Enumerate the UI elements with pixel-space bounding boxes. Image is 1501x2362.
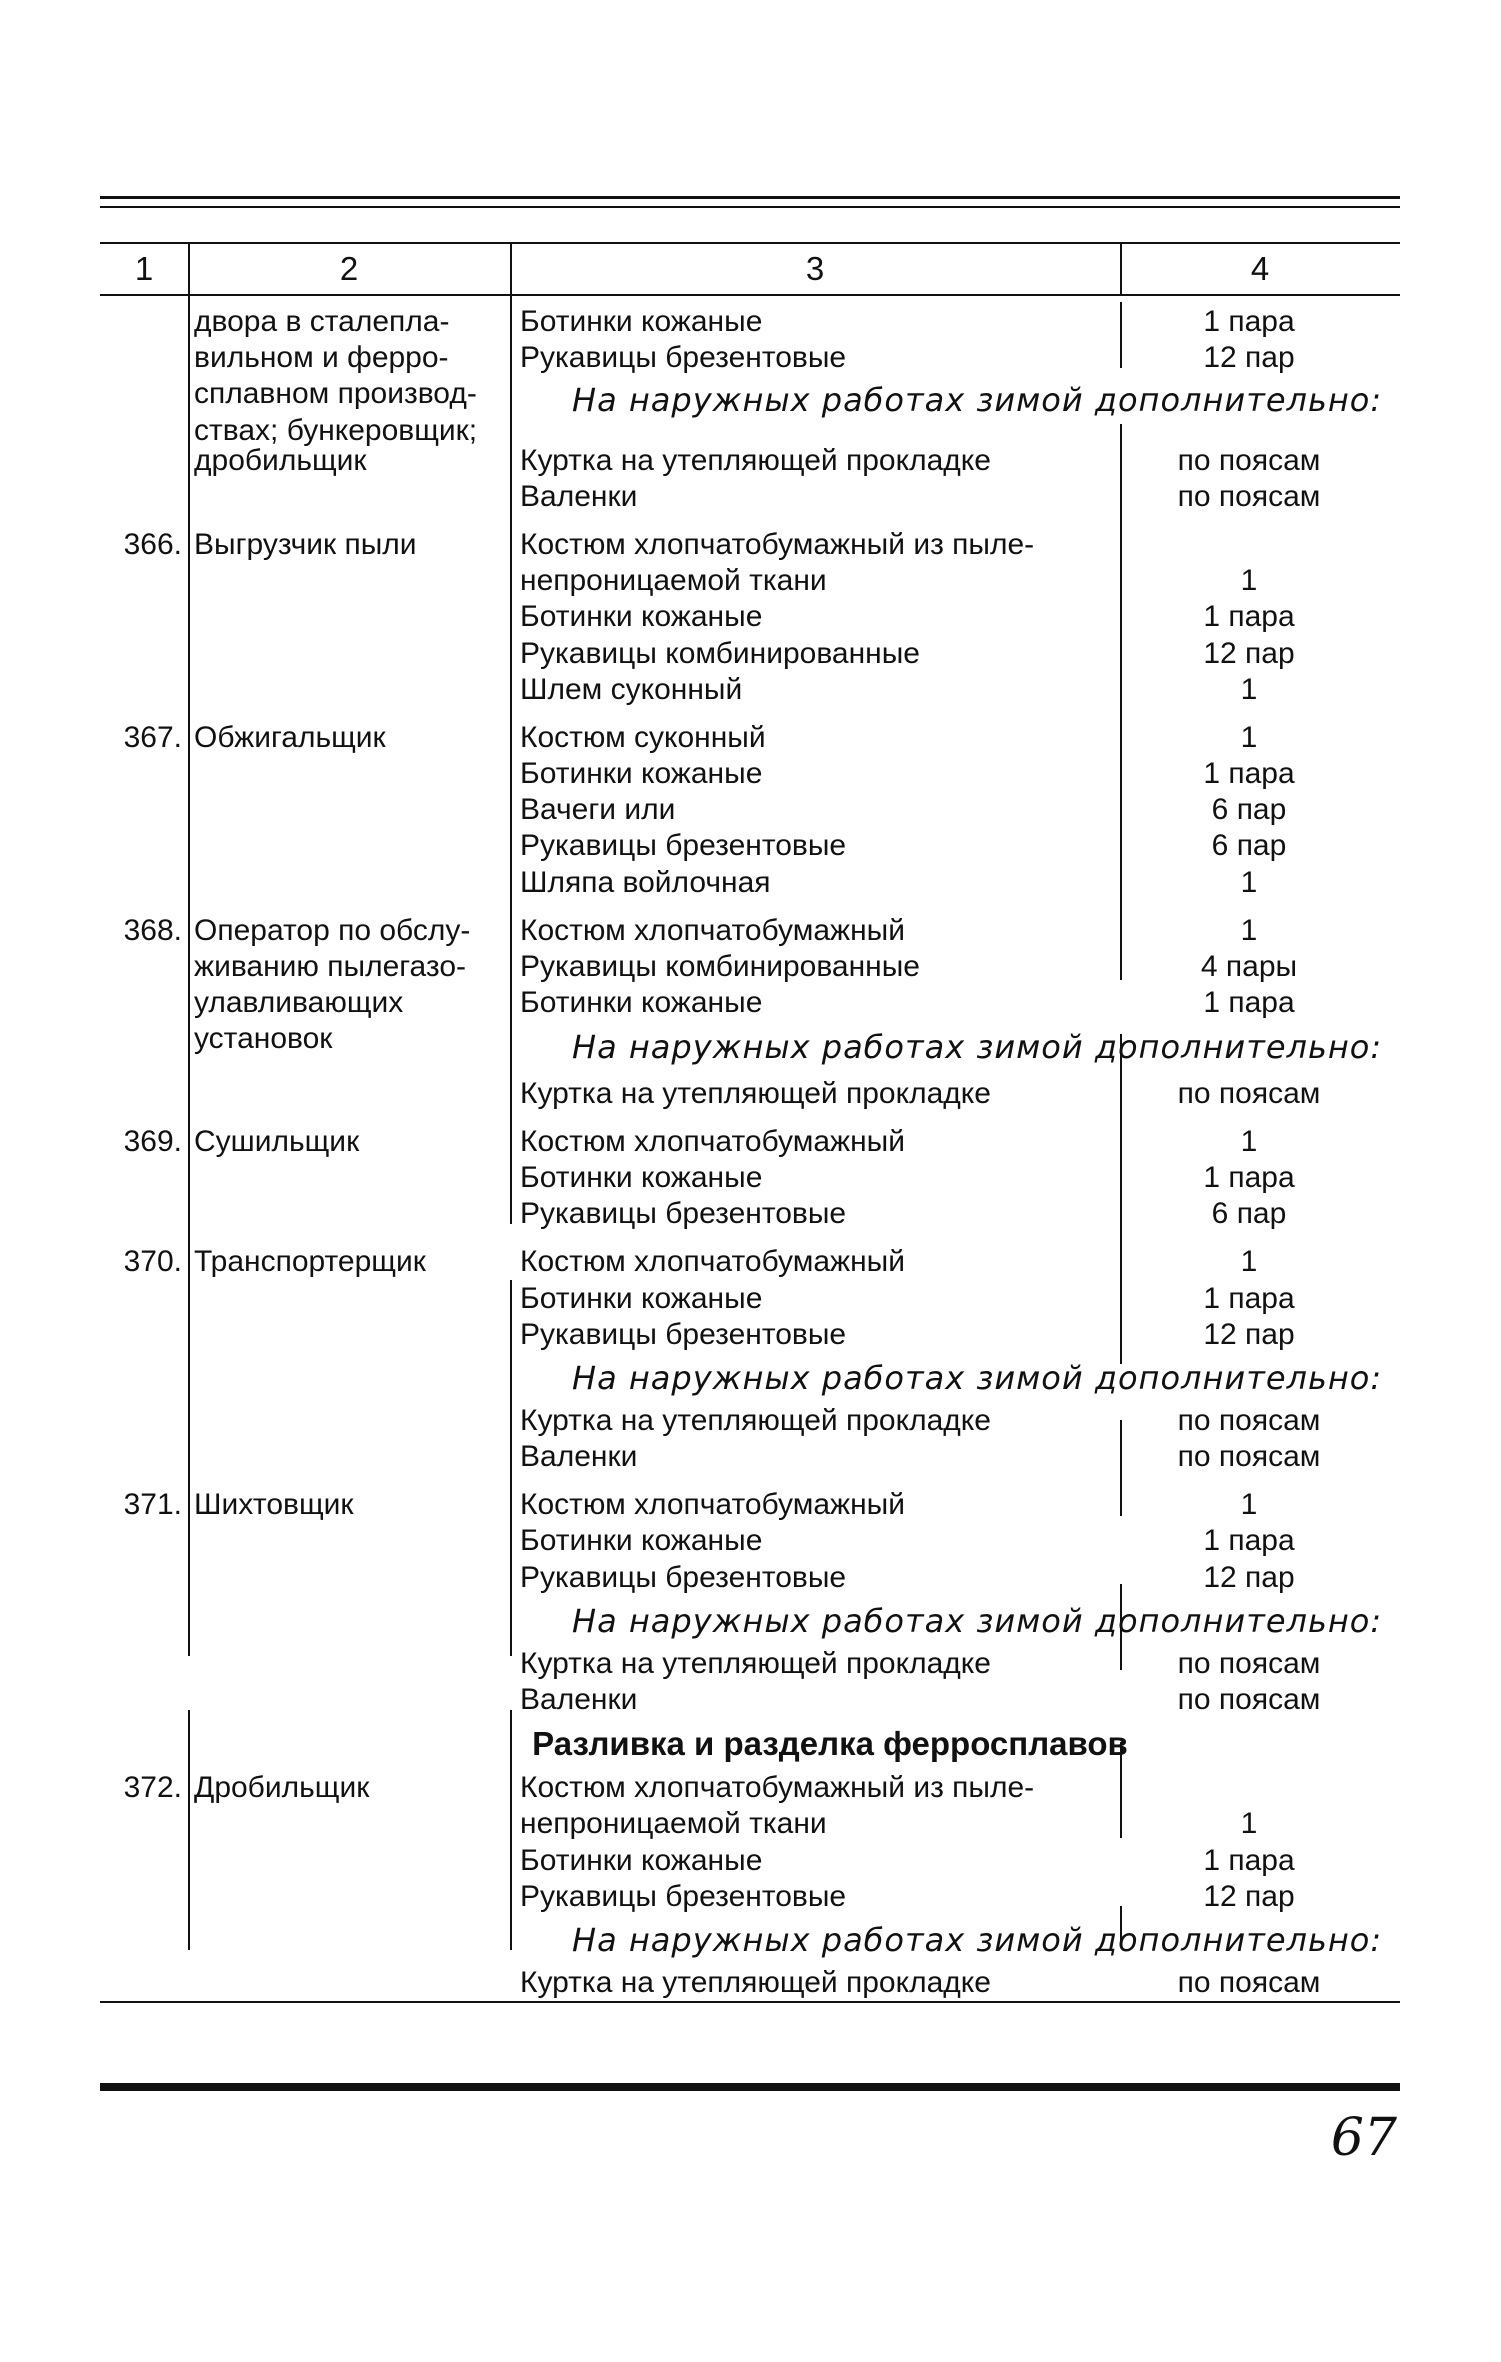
page-number: 67: [1330, 2108, 1397, 2168]
item-name: Ботинки кожаные: [520, 986, 763, 1020]
occupation: Транспортерщик: [194, 1245, 426, 1279]
occupation: Выгрузчик пыли: [194, 527, 417, 561]
table-row: [100, 756, 1400, 792]
item-qty: 12 пар: [1203, 1560, 1295, 1594]
item-name: непроницаемой ткани: [520, 564, 827, 598]
item-qty: по поясам: [1177, 443, 1321, 477]
item-qty: 1 пара: [1203, 1843, 1295, 1877]
table-row: [100, 672, 1400, 708]
item-qty: 12 пар: [1203, 636, 1295, 670]
header-divider-1: [188, 244, 190, 294]
table-row: [100, 720, 1400, 756]
item-name: Ботинки кожаные: [520, 305, 763, 338]
table-row: [100, 1021, 1400, 1067]
item-name: Рукавицы брезентовые: [520, 1879, 847, 1913]
table-row: [100, 376, 1400, 420]
item-qty: 1 пара: [1203, 1524, 1295, 1558]
table-row: [100, 1403, 1400, 1439]
table-row: [100, 413, 1400, 447]
header-divider-2: [510, 244, 512, 294]
header-col-2: 2: [339, 250, 359, 287]
item-qty: 12 пар: [1203, 1317, 1295, 1351]
table-row: [100, 1317, 1400, 1353]
winter-note: На наружных работах зимой дополнительно:: [572, 1358, 1383, 1397]
item-name: Ботинки кожаные: [520, 1160, 763, 1194]
occupation: двора в сталепла-: [194, 305, 450, 338]
header-col-4: 4: [1250, 250, 1270, 287]
item-qty: 1 пара: [1203, 305, 1295, 338]
item-name: Рукавицы брезентовые: [520, 1197, 847, 1231]
occupation: вильном и ферро-: [194, 341, 449, 375]
item-name: Ботинки кожаные: [520, 1524, 763, 1558]
winter-note: На наружных работах зимой дополнительно:: [572, 1920, 1383, 1959]
occupation: Дробильщик: [194, 1771, 370, 1805]
item-name: Костюм хлопчатобумажный: [520, 1124, 905, 1158]
table-row: [100, 340, 1400, 376]
table-row: [100, 1076, 1400, 1112]
item-name: Костюм хлопчатобумажный: [520, 1488, 905, 1522]
table-row: [100, 949, 1400, 985]
table-row: [100, 1646, 1400, 1682]
item-qty: 1: [1240, 1807, 1258, 1841]
item-qty: 1: [1240, 720, 1258, 754]
table-row: [100, 1682, 1400, 1718]
winter-note: На наружных работах зимой дополнительно:: [572, 1601, 1383, 1640]
table-row: [100, 1160, 1400, 1196]
item-qty: 4 пары: [1200, 950, 1298, 983]
item-qty: по поясам: [1177, 1440, 1321, 1474]
item-name: Рукавицы брезентовые: [520, 1560, 847, 1594]
item-name: Костюм хлопчатобумажный: [520, 913, 905, 947]
item-qty: по поясам: [1177, 1076, 1321, 1110]
item-qty: 6 пар: [1211, 793, 1287, 827]
item-name: Куртка на утепляющей прокладке: [520, 1076, 991, 1110]
item-qty: 1: [1240, 1245, 1258, 1279]
item-name: Вачеги или: [520, 793, 676, 827]
item-qty: 1 пара: [1203, 600, 1295, 634]
item-name: Валенки: [520, 1683, 638, 1716]
table-row: [100, 563, 1400, 599]
occupation: ствах; бункеровщик;: [194, 413, 478, 447]
table-row: [100, 1281, 1400, 1317]
item-name: Шляпа войлочная: [520, 865, 771, 899]
table-row: [100, 1523, 1400, 1559]
clothing-norms-table: [100, 242, 1400, 2005]
section-heading: Разливка и разделка ферросплавов: [532, 1725, 1128, 1763]
item-name: Ботинки кожаные: [520, 1843, 763, 1877]
table-row: [100, 304, 1400, 340]
item-qty: 12 пар: [1203, 1879, 1295, 1913]
row-number: 366.: [123, 527, 182, 561]
winter-note: На наружных работах зимой дополнительно:: [572, 381, 1383, 420]
item-name: Костюм хлопчатобумажный из пыле-: [520, 527, 1035, 561]
table-row: [100, 1879, 1400, 1915]
occupation: Сушильщик: [194, 1124, 360, 1158]
header-col-3: 3: [805, 250, 825, 287]
table-row: [100, 636, 1400, 672]
top-rule-thin: [100, 206, 1400, 208]
item-name: Рукавицы брезентовые: [520, 341, 847, 375]
table-body: [100, 296, 1400, 2005]
item-name: Валенки: [520, 1440, 638, 1474]
item-name: Костюм суконный: [520, 720, 766, 754]
table-row: [100, 1439, 1400, 1475]
winter-note: На наружных работах зимой дополнительно:: [572, 1028, 1383, 1067]
item-name: Шлем суконный: [520, 672, 743, 706]
item-name: Ботинки кожаные: [520, 600, 763, 634]
item-name: Костюм хлопчатобумажный: [520, 1245, 905, 1279]
table-row: [100, 1560, 1400, 1596]
item-qty: 1 пара: [1203, 1160, 1295, 1194]
table-row: [100, 792, 1400, 828]
table-row: [100, 1806, 1400, 1842]
occupation: Шихтовщик: [194, 1488, 354, 1522]
table-row: [100, 913, 1400, 949]
header-divider-3: [1120, 244, 1122, 294]
row-number: 370.: [123, 1245, 182, 1279]
item-name: Рукавицы комбинированные: [520, 636, 920, 670]
table-row: [100, 985, 1400, 1021]
item-qty: по поясам: [1177, 1403, 1321, 1437]
item-qty: по поясам: [1177, 1683, 1321, 1716]
item-qty: 1: [1240, 1488, 1258, 1522]
item-qty: 1: [1240, 1124, 1258, 1158]
table-header: [100, 242, 1400, 296]
row-number: 368.: [123, 913, 182, 947]
table-row: [100, 527, 1400, 563]
row-number: 371.: [123, 1488, 182, 1522]
item-qty: 1: [1240, 672, 1258, 706]
occupation: живанию пылегазо-: [194, 950, 466, 983]
item-qty: 6 пар: [1211, 829, 1287, 863]
table-row: [100, 1487, 1400, 1523]
item-name: непроницаемой ткани: [520, 1807, 827, 1841]
header-col-1: 1: [134, 250, 154, 287]
item-name: Куртка на утепляющей прокладке: [520, 1403, 991, 1437]
table-row: [100, 1843, 1400, 1879]
item-name: Куртка на утепляющей прокладке: [520, 443, 991, 477]
row-number: 367.: [123, 720, 182, 754]
row-number: 372.: [123, 1771, 182, 1805]
table-row: [100, 1124, 1400, 1160]
item-name: Куртка на утепляющей прокладке: [520, 1965, 991, 1999]
item-qty: 12 пар: [1203, 341, 1295, 375]
table-row: [100, 828, 1400, 864]
item-name: Костюм хлопчатобумажный из пыле-: [520, 1771, 1035, 1805]
item-qty: 1: [1240, 865, 1258, 899]
item-name: Рукавицы брезентовые: [520, 829, 847, 863]
table-row: [100, 443, 1400, 479]
item-name: Рукавицы комбинированные: [520, 950, 920, 983]
item-qty: по поясам: [1177, 1965, 1321, 1999]
occupation: установок: [194, 1022, 333, 1056]
table-bottom-rule: [100, 2001, 1400, 2005]
item-qty: 1 пара: [1203, 757, 1295, 791]
top-rule-thick: [100, 196, 1400, 199]
item-name: Валенки: [520, 479, 638, 513]
occupation: дробильщик: [194, 443, 367, 477]
item-name: Ботинки кожаные: [520, 757, 763, 791]
item-name: Рукавицы брезентовые: [520, 1317, 847, 1351]
item-qty: по поясам: [1177, 1646, 1321, 1680]
item-qty: 6 пар: [1211, 1197, 1287, 1231]
table-row: [100, 865, 1400, 901]
occupation: Оператор по обслу-: [194, 913, 471, 947]
table-row: [100, 1244, 1400, 1280]
item-qty: 1: [1240, 564, 1258, 598]
occupation: улавливающих: [194, 986, 404, 1020]
table-row: [100, 1196, 1400, 1232]
item-qty: 1 пара: [1203, 986, 1295, 1020]
bottom-rule-thick: [100, 2083, 1400, 2091]
item-qty: 1: [1240, 913, 1258, 947]
table-row: [100, 1770, 1400, 1806]
row-number: 369.: [123, 1124, 182, 1158]
occupation: сплавном производ-: [194, 377, 477, 411]
item-name: Ботинки кожаные: [520, 1281, 763, 1315]
occupation: Обжигальщик: [194, 720, 386, 754]
table-row: [100, 479, 1400, 515]
item-qty: по поясам: [1177, 479, 1321, 513]
table-row: [100, 599, 1400, 635]
item-qty: 1 пара: [1203, 1281, 1295, 1315]
item-name: Куртка на утепляющей прокладке: [520, 1646, 991, 1680]
table-row: [100, 1965, 1400, 2001]
